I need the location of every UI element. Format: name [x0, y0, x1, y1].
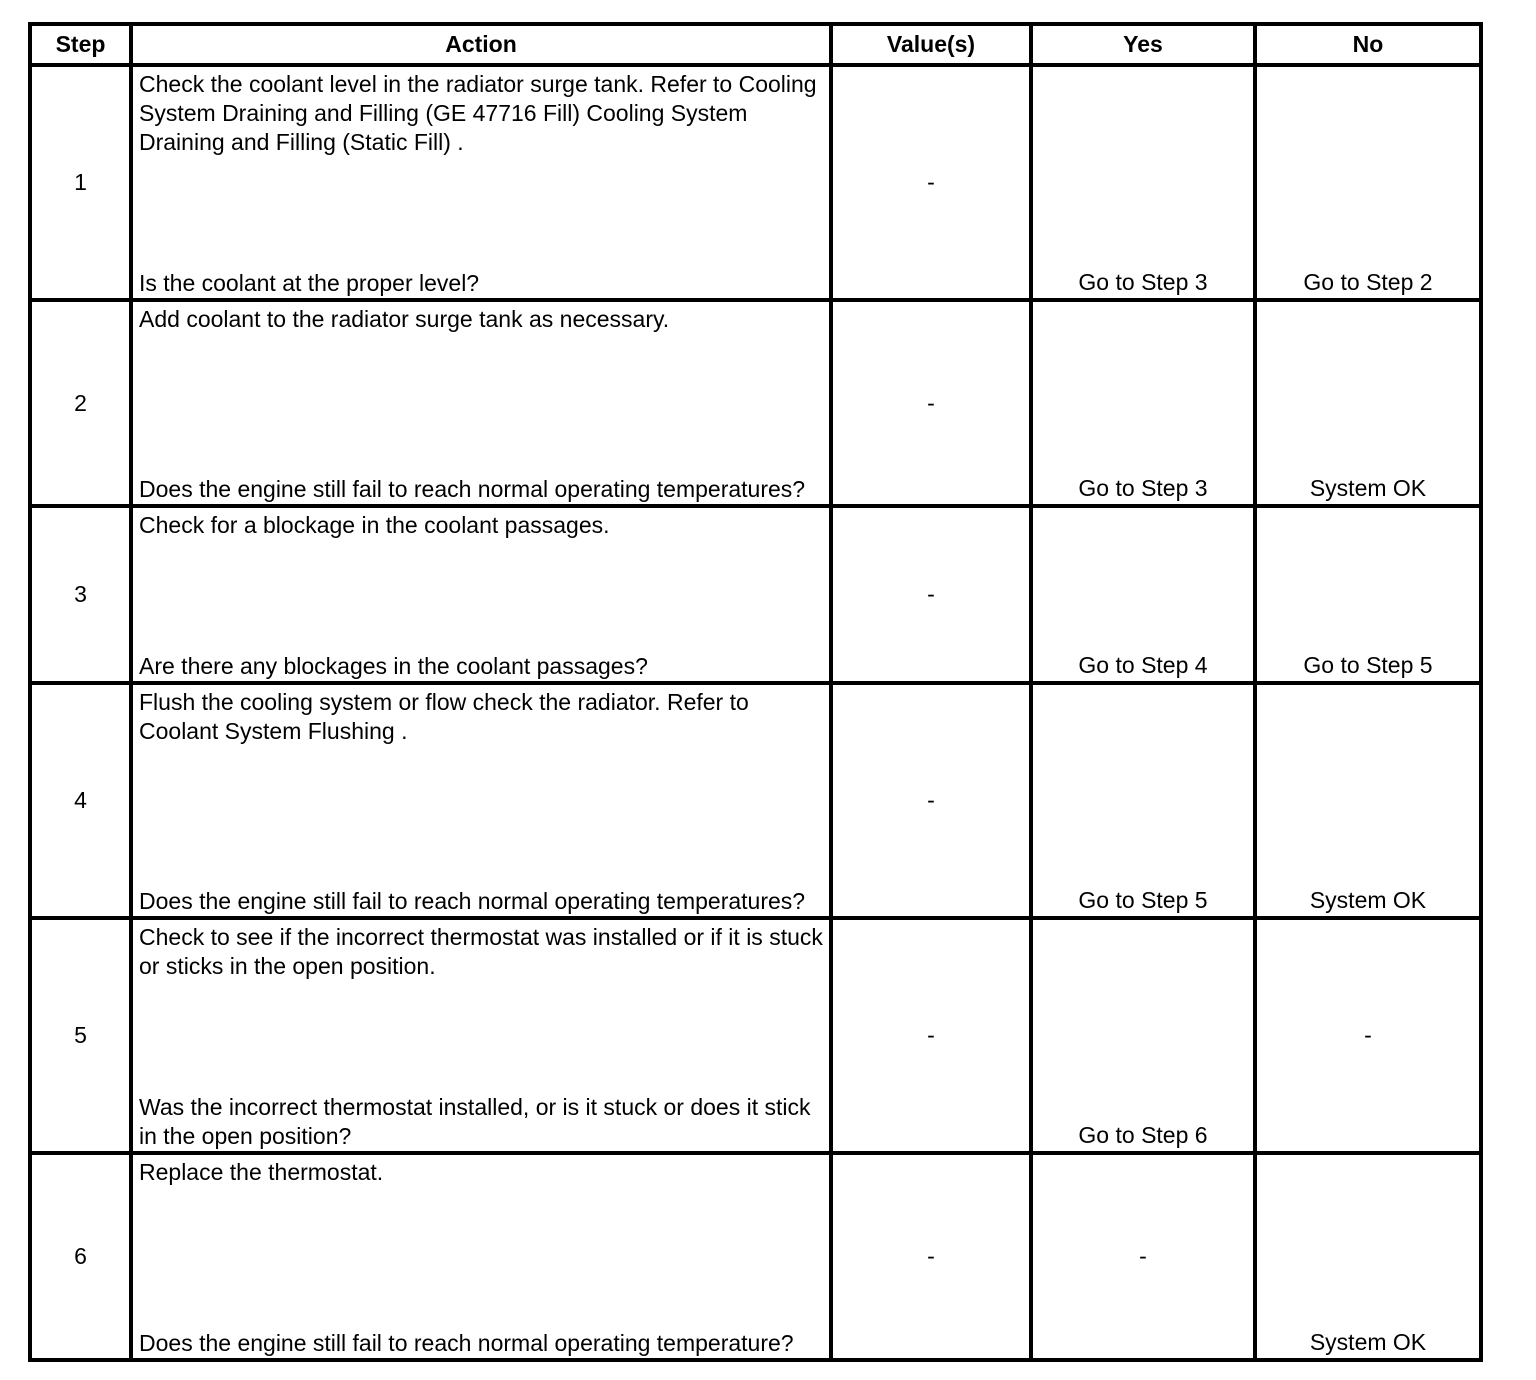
step-number: 5	[30, 918, 131, 1153]
step-number: 1	[30, 65, 131, 300]
action-question: Is the coolant at the proper level?	[139, 270, 480, 296]
header-no: No	[1255, 24, 1481, 65]
action-cell	[131, 1153, 831, 1360]
step-number: 3	[30, 506, 131, 683]
action-cell	[131, 918, 831, 1153]
table-row-step-5	[30, 918, 1481, 1153]
action-text: Check for a blockage in the coolant passages.	[139, 512, 610, 538]
values-cell: -	[831, 1153, 1031, 1360]
diagnostic-table	[28, 22, 1483, 1362]
yes-cell: Go to Step 3	[1031, 65, 1255, 300]
action-text: Add coolant to the radiator surge tank as necessary.	[139, 306, 670, 332]
action-text: Check to see if the incorrect thermostat was installed or if it is stuck or sticks in the open position.	[139, 924, 823, 979]
header-step: Step	[30, 24, 131, 65]
no-cell: -	[1255, 918, 1481, 1153]
values-cell: -	[831, 65, 1031, 300]
table-row-step-6	[30, 1153, 1481, 1360]
action-cell	[131, 65, 831, 300]
no-cell: Go to Step 2	[1255, 65, 1481, 300]
step-number: 6	[30, 1153, 131, 1360]
values-cell: -	[831, 683, 1031, 918]
yes-cell: Go to Step 3	[1031, 300, 1255, 506]
yes-cell: -	[1031, 1153, 1255, 1360]
table-row-step-3	[30, 506, 1481, 683]
table-row-step-2	[30, 300, 1481, 506]
table-row-step-1	[30, 65, 1481, 300]
values-cell: -	[831, 300, 1031, 506]
no-cell: System OK	[1255, 300, 1481, 506]
action-question: Does the engine still fail to reach normal operating temperatures?	[139, 888, 806, 914]
no-cell: System OK	[1255, 1153, 1481, 1360]
yes-cell: Go to Step 4	[1031, 506, 1255, 683]
action-cell	[131, 683, 831, 918]
action-question: Was the incorrect thermostat installed, or is it stuck or does it stick in the open position?	[139, 1094, 811, 1149]
action-cell	[131, 300, 831, 506]
no-cell: System OK	[1255, 683, 1481, 918]
yes-cell: Go to Step 5	[1031, 683, 1255, 918]
step-number: 4	[30, 683, 131, 918]
header-yes: Yes	[1031, 24, 1255, 65]
table-row-step-4	[30, 683, 1481, 918]
yes-cell: Go to Step 6	[1031, 918, 1255, 1153]
action-question: Are there any blockages in the coolant passages?	[139, 653, 648, 679]
no-cell: Go to Step 5	[1255, 506, 1481, 683]
header-action: Action	[131, 24, 831, 65]
values-cell: -	[831, 918, 1031, 1153]
values-cell: -	[831, 506, 1031, 683]
action-text: Check the coolant level in the radiator surge tank. Refer to Cooling System Draining and Filling (GE 47716 Fill) Cooling System Draining and Filling (Static Fill) .	[139, 71, 817, 155]
action-question: Does the engine still fail to reach normal operating temperature?	[139, 1330, 794, 1356]
header-values: Value(s)	[831, 24, 1031, 65]
step-number: 2	[30, 300, 131, 506]
action-text: Replace the thermostat.	[139, 1159, 384, 1185]
action-question: Does the engine still fail to reach normal operating temperatures?	[139, 476, 806, 502]
action-text: Flush the cooling system or flow check the radiator. Refer to Coolant System Flushing .	[139, 689, 749, 744]
action-cell	[131, 506, 831, 683]
header-row	[30, 24, 1481, 65]
